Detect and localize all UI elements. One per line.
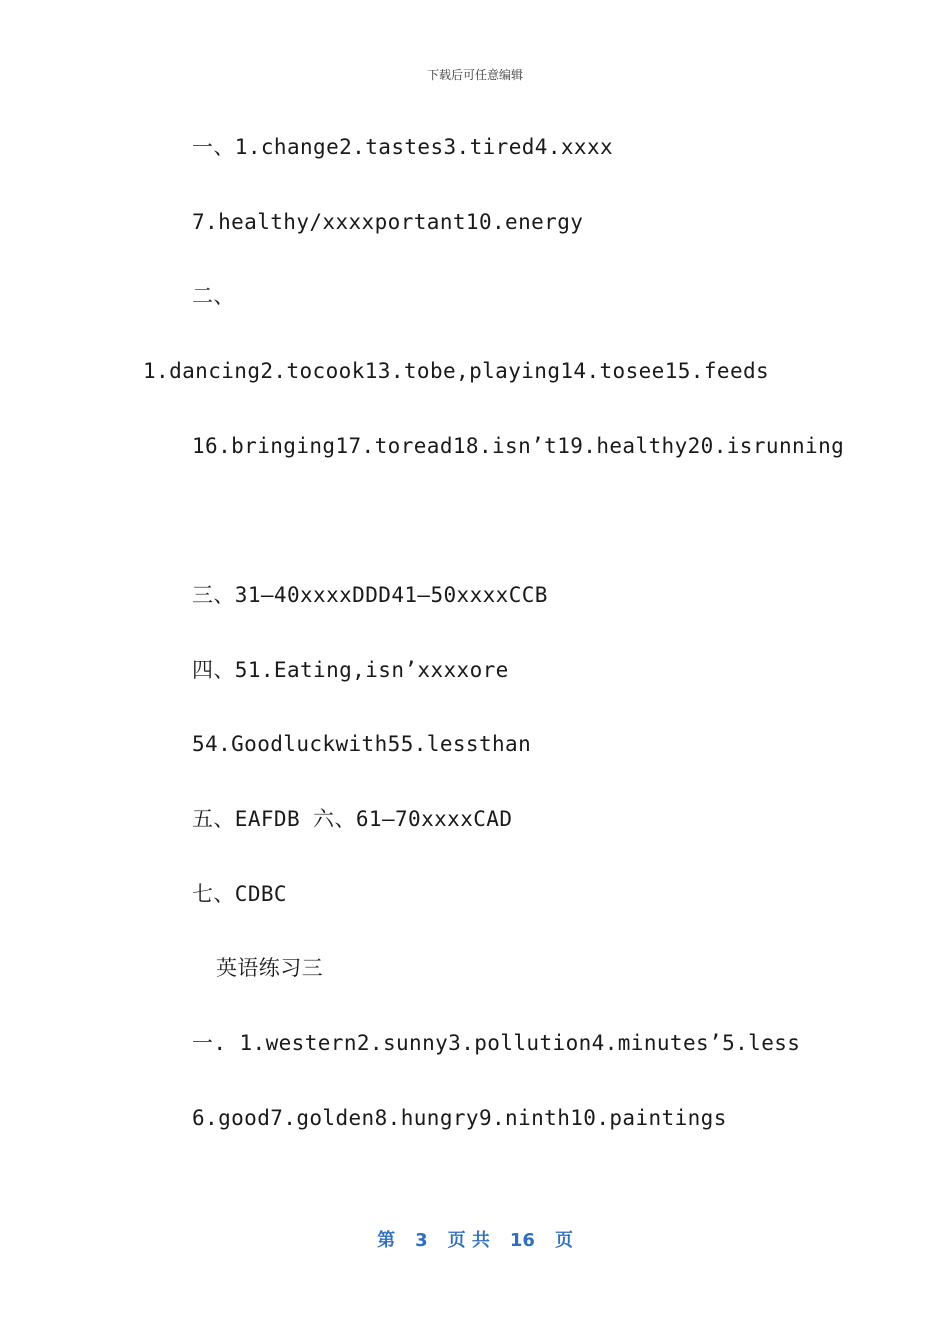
footer-mid: 页 共	[447, 1230, 490, 1251]
answer-line-6: 四、51.Eating,isn’xxxxore	[192, 658, 509, 682]
answer-line-8: 五、EAFDB 六、61—70xxxxCAD	[192, 807, 513, 831]
page-footer	[0, 1226, 950, 1252]
header-note: 下载后可任意编辑	[426, 68, 523, 82]
answer-line-7: 54.Goodluckwith55.lessthan	[192, 732, 532, 756]
section-heading-2: 二、	[192, 284, 235, 308]
answer-line-3: 1.dancing2.tocook13.tobe,playing14.tosee15.feeds	[143, 359, 770, 383]
footer-prefix: 第	[377, 1230, 396, 1251]
answer-line-5: 三、31—40xxxxDDD41—50xxxxCCB	[192, 583, 548, 607]
answer-line-4: 16.bringing17.toread18.isn’t19.healthy20.isrunning	[192, 434, 845, 458]
answer-line-2: 7.healthy/xxxxportant10.energy	[192, 210, 584, 234]
answer-line-1: 一、1.change2.tastes3.tired4.xxxx	[192, 135, 614, 159]
answer-line-9: 七、CDBC	[192, 882, 287, 906]
answer-line-11: 6.good7.golden8.hungry9.ninth10.paintings	[192, 1106, 727, 1130]
footer-suffix: 页	[554, 1230, 573, 1251]
exercise-title: 英语练习三	[216, 956, 323, 980]
footer-page-number: 3	[415, 1230, 428, 1251]
answer-line-10: 一. 1.western2.sunny3.pollution4.minutes’5.less	[192, 1031, 801, 1055]
footer-total-pages: 16	[509, 1230, 535, 1251]
